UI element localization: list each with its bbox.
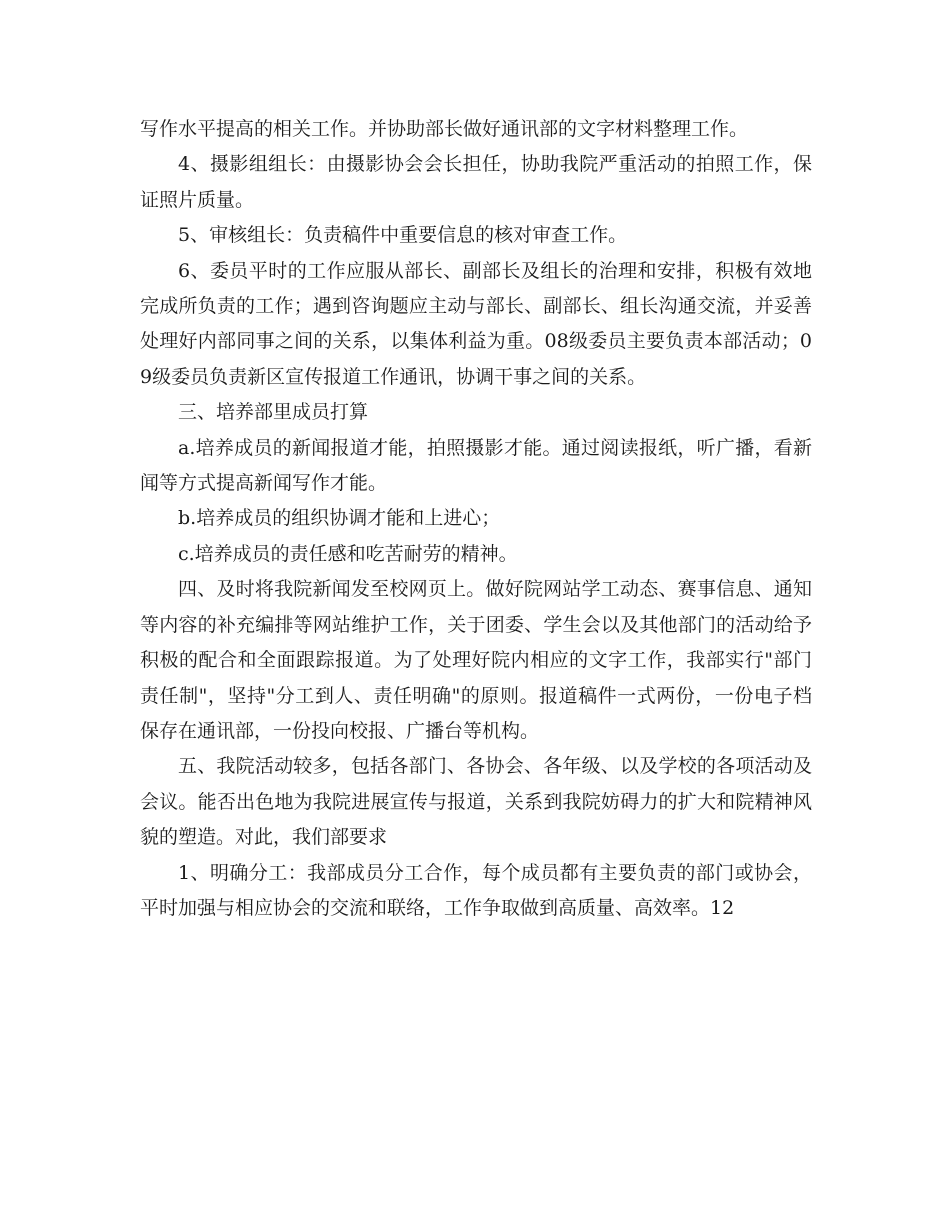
list-item-b: b.培养成员的组织协调才能和上进心； (178, 507, 501, 530)
paragraph-continuation: 写作水平提高的相关工作。并协助部长做好通讯部的文字材料整理工作。 (140, 118, 749, 140)
document-body (140, 112, 812, 926)
section-heading-training-plan: 三、培养部里成员打算 (178, 401, 369, 424)
paragraph-committee-members: 6、委员平时的工作应服从部长、副部长及组长的治理和安排，积极有效地完成所负责的工作；遇到咨询题应主动与部长、副部长、组长沟通交流，并妥善处理好内部同事之间的关系，以集体利益为重。08级委员主要负责本部活动；09级委员负责新区宣传报道工作通讯，协调干事之间的关系。 (140, 259, 812, 388)
list-item-c: c.培养成员的责任感和吃苦耐劳的精神。 (178, 542, 518, 565)
list-item-a: a.培养成员的新闻报道才能，拍照摄影才能。通过阅读报纸，听广播，看新闻等方式提高新闻写作才能。 (140, 436, 812, 495)
paragraph-photography-leader: 4、摄影组组长：由摄影协会会长担任，协助我院严重活动的拍照工作，保证照片质量。 (140, 153, 812, 211)
paragraph-clear-division: 1、明确分工：我部成员分工合作，每个成员都有主要负责的部门或协会，平时加强与相应协会的交流和联络，工作争取做到高质量、高效率。12 (140, 861, 812, 919)
section-five-activities: 五、我院活动较多，包括各部门、各协会、各年级、以及学校的各项活动及会议。能否出色地为我院进展宣传与报道，关系到我院妨碍力的扩大和院精神风貌的塑造。对此，我们部要求 (140, 755, 812, 849)
paragraph-review-leader: 5、审核组长：负责稿件中重要信息的核对审查工作。 (178, 224, 628, 247)
section-four-news-publishing: 四、及时将我院新闻发至校网页上。做好院网站学工动态、赛事信息、通知等内容的补充编排等网站维护工作，关于团委、学生会以及其他部门的活动给予积极的配合和全面跟踪报道。为了处理好院内相应的文字工作，我部实行"部门责任制"，坚持"分工到人、责任明确"的原则。报道稿件一式两份，一份电子档保存在通讯部，一份投向校报、广播台等机构。 (140, 578, 812, 742)
